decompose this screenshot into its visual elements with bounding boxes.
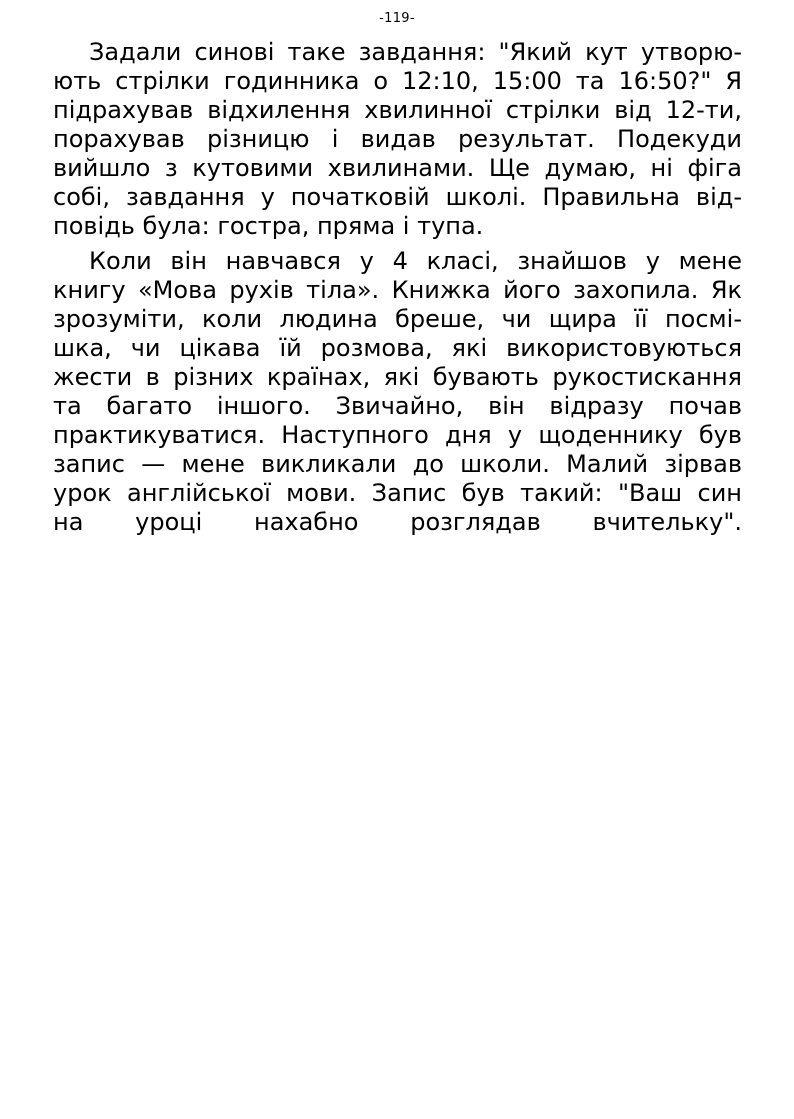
text-line: підрахував відхилення хвилинної стрілки від 12-ти,: [53, 96, 742, 124]
text-line: собі, завдання у початковій школі. Правильна від-: [53, 183, 742, 211]
text-line: Коли він навчався у 4 класі, знайшов у мене: [89, 247, 742, 275]
text-line: жести в різних країнах, які бувають рукостискання: [53, 363, 742, 391]
text-line: шка, чи цікава їй розмова, які використовуються: [53, 334, 742, 362]
text-line: книгу «Мова рухів тіла». Книжка його захопила. Як: [53, 276, 742, 304]
body-text: [53, 38, 742, 566]
text-line: вийшло з кутовими хвилинами. Ще думаю, ні фіга: [53, 154, 742, 182]
paragraph-2: [53, 247, 742, 566]
text-line: урок англійської мови. Запис був такий: "Ваш син: [53, 479, 742, 507]
text-line: Задали синові таке завдання: "Який кут утворю-: [89, 38, 742, 66]
text-line: повідь була: гостра, пряма і тупа.: [53, 212, 484, 240]
text-line: зрозуміти, коли людина бреше, чи щира її посмі-: [53, 305, 742, 333]
text-line: та багато іншого. Звичайно, він відразу почав: [53, 392, 742, 420]
text-line: [53, 537, 742, 566]
text-line: на уроці нахабно розглядав вчительку".: [53, 508, 742, 536]
text-line: порахував різницю і видав результат. Подекуди: [53, 125, 742, 153]
text-line: практикуватися. Наступного дня у щоденнику був: [53, 421, 742, 449]
text-line: ють стрілки годинника о 12:10, 15:00 та 16:50?" Я: [53, 67, 742, 95]
paragraph-1: [53, 38, 742, 241]
page-number: -119-: [379, 11, 415, 26]
text-line: запис — мене викликали до школи. Малий зірвав: [53, 450, 742, 478]
